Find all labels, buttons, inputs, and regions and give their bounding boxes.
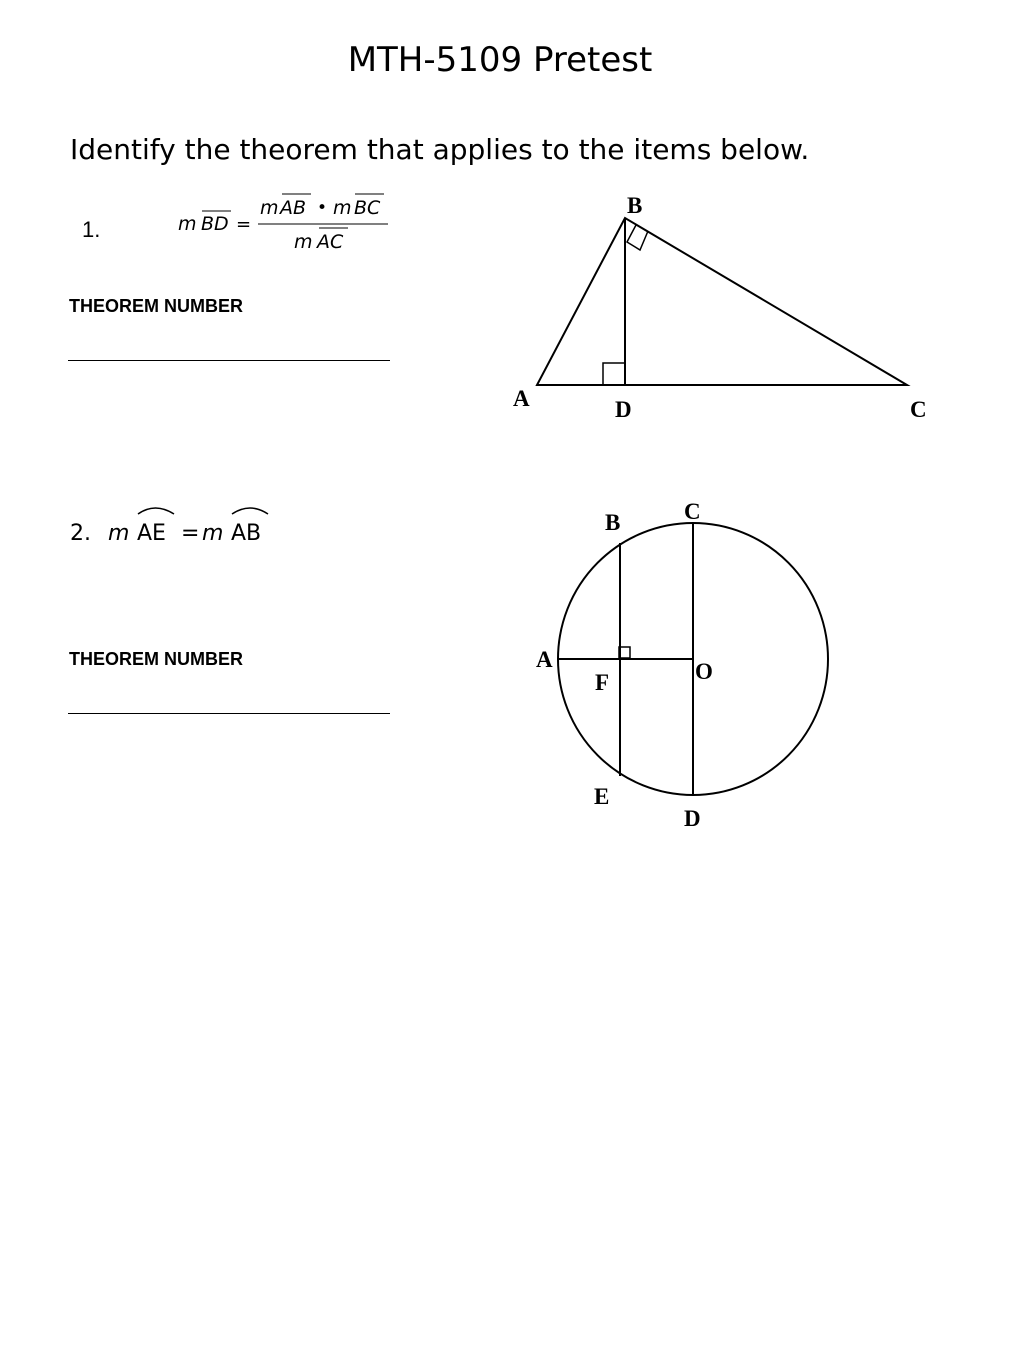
formula-numerator-m2: m bbox=[333, 197, 352, 219]
formula-equals: = bbox=[181, 521, 200, 546]
formula-bullet: • bbox=[317, 198, 328, 218]
item-1-right-triangle-figure bbox=[505, 185, 945, 425]
formula-lhs-m: m bbox=[178, 213, 197, 235]
point-label-b: B bbox=[605, 510, 621, 535]
formula-equals: = bbox=[236, 214, 252, 235]
item-1-formula bbox=[170, 188, 400, 258]
item-2-theorem-label: THEOREM NUMBER bbox=[69, 649, 243, 669]
page-title: MTH-5109 Pretest bbox=[347, 40, 653, 80]
formula-denominator-m: m bbox=[294, 231, 313, 253]
point-label-f: F bbox=[595, 670, 610, 695]
item-2-answer-line[interactable] bbox=[68, 713, 390, 714]
item-1-number: 1. bbox=[82, 217, 101, 242]
formula-numerator-segment-1: AB bbox=[280, 197, 307, 219]
vertex-label-b: B bbox=[627, 193, 643, 218]
point-label-d: D bbox=[684, 806, 701, 831]
point-label-c: C bbox=[684, 499, 701, 524]
formula-numerator-m1: m bbox=[260, 197, 279, 219]
formula-m1: m bbox=[108, 521, 130, 546]
point-label-o: O bbox=[695, 659, 713, 684]
right-angle-mark-d bbox=[603, 363, 625, 385]
item-2-circle-figure bbox=[530, 495, 840, 835]
item-2-number: 2. bbox=[70, 521, 91, 546]
vertex-label-c: C bbox=[910, 397, 927, 422]
formula-numerator-segment-2: BC bbox=[354, 197, 381, 219]
triangle-abc bbox=[537, 218, 907, 385]
formula-arc-1: AE bbox=[137, 521, 166, 546]
instructions-text: Identify the theorem that applies to the items below. bbox=[70, 133, 810, 166]
vertex-label-d: D bbox=[615, 397, 632, 422]
formula-lhs-segment: BD bbox=[201, 213, 229, 235]
point-label-a: A bbox=[536, 647, 553, 672]
vertex-label-a: A bbox=[513, 386, 530, 411]
formula-m2: m bbox=[202, 521, 224, 546]
item-2-formula bbox=[70, 500, 290, 550]
formula-arc-2: AB bbox=[231, 521, 262, 546]
item-1-answer-line[interactable] bbox=[68, 360, 390, 361]
point-label-e: E bbox=[594, 784, 610, 809]
formula-denominator-segment: AC bbox=[317, 231, 344, 253]
item-1-theorem-label: THEOREM NUMBER bbox=[69, 296, 243, 316]
